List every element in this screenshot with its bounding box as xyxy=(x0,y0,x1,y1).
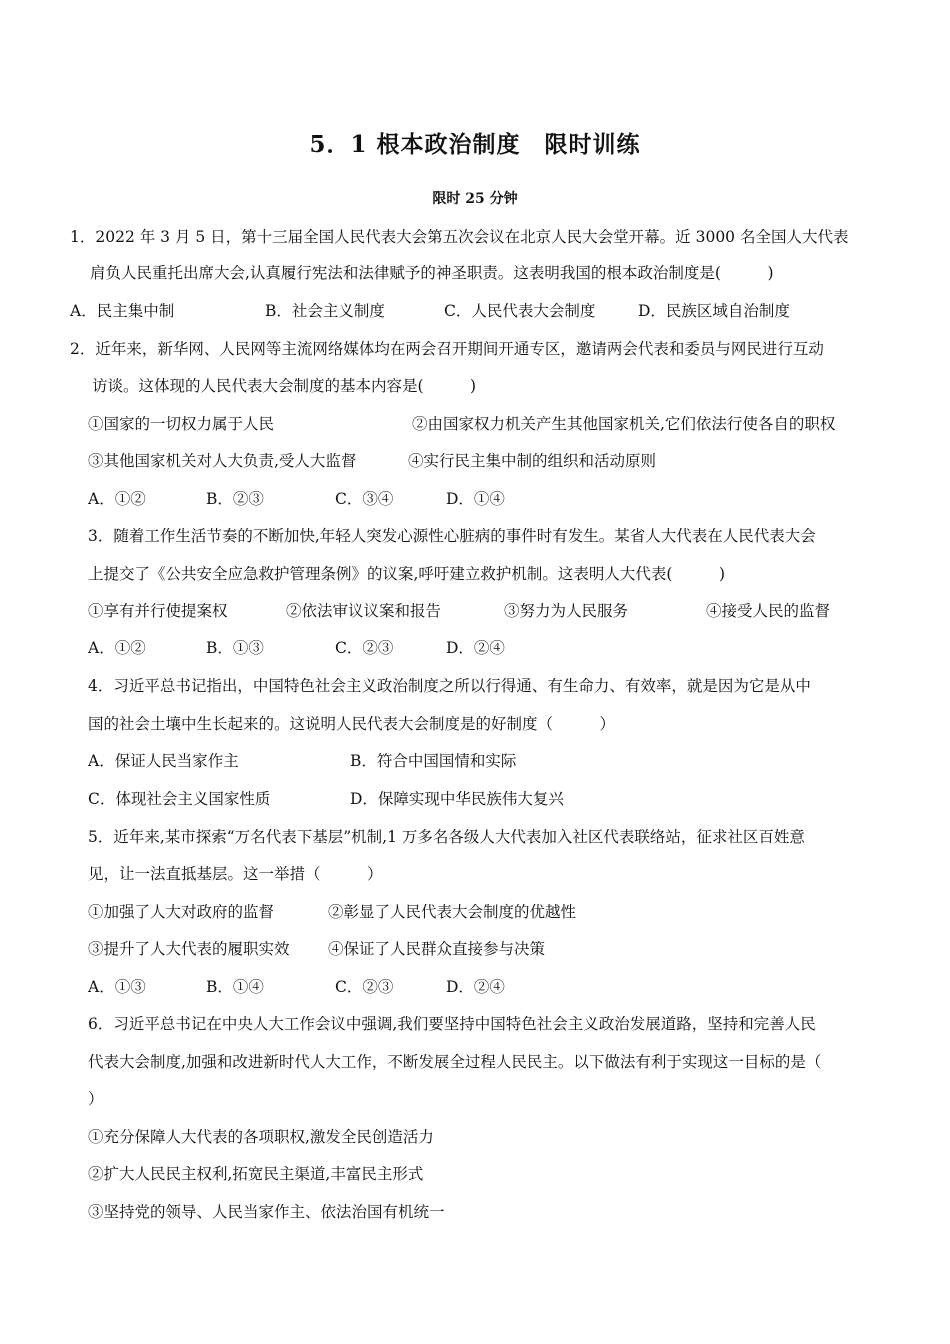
q5-line-2: 见，让一法直抵基层。这一举措（ ） xyxy=(88,865,383,883)
q3-statement-2: ②依法审议议案和报告 xyxy=(286,602,442,620)
page-title: 5．1 根本政治制度 限时训练 xyxy=(309,131,641,158)
q5-statement-2: ②彰显了人民代表大会制度的优越性 xyxy=(328,903,577,921)
q6-line-3: ） xyxy=(88,1090,104,1108)
q1-line-2: 肩负人民重托出席大会,认真履行宪法和法律赋予的神圣职责。这表明我国的根本政治制度是( ) xyxy=(90,264,774,282)
q4-line-1: 4．习近平总书记指出，中国特色社会主义政治制度之所以行得通、有生命力、有效率，就是因为它是从中 xyxy=(88,677,811,695)
q4-option-b[interactable]: B．符合中国国情和实际 xyxy=(350,752,517,770)
q6-statement-2: ②扩大人民民主权利,拓宽民主渠道,丰富民主形式 xyxy=(88,1165,424,1183)
q2-line-2: 访谈。这体现的人民代表大会制度的基本内容是( ) xyxy=(92,377,477,395)
q5-option-a[interactable]: A．①③ xyxy=(88,978,146,996)
q2-line-1: 2．近年来，新华网、人民网等主流网络媒体均在两会召开期间开通专区，邀请两会代表和委员与网民进行互动 xyxy=(70,340,824,358)
q2-statement-4: ④实行民主集中制的组织和活动原则 xyxy=(408,452,657,470)
q3-statement-3: ③努力为人民服务 xyxy=(504,602,629,620)
q3-statement-1: ①享有并行使提案权 xyxy=(88,602,228,620)
q3-option-b[interactable]: B．①③ xyxy=(206,639,264,657)
q6-statement-1: ①充分保障人大代表的各项职权,激发全民创造活力 xyxy=(88,1128,434,1146)
q2-statement-1: ①国家的一切权力属于人民 xyxy=(88,415,275,433)
q5-option-c[interactable]: C．②③ xyxy=(335,978,394,996)
q4-line-2: 国的社会土壤中生长起来的。这说明人民代表大会制度是的好制度（ ） xyxy=(88,715,616,733)
q6-line-2: 代表大会制度,加强和改进新时代人大工作，不断发展全过程人民民主。以下做法有利于实现这一目标的是（ xyxy=(88,1053,822,1071)
q1-option-c[interactable]: C．人民代表大会制度 xyxy=(444,302,596,320)
q1-line-1: 1．2022 年 3 月 5 日，第十三届全国人民代表大会第五次会议在北京人民大会堂开幕。近 3000 名全国人大代表 xyxy=(70,228,849,246)
q5-line-1: 5．近年来,某市探索“万名代表下基层”机制,1 万多名各级人大代表加入社区代表联络站，征求社区百姓意 xyxy=(88,828,805,846)
q3-option-a[interactable]: A．①② xyxy=(88,639,146,657)
time-limit: 限时 25 分钟 xyxy=(432,191,518,207)
q4-option-d[interactable]: D．保障实现中华民族伟大复兴 xyxy=(350,790,564,808)
q5-statement-4: ④保证了人民群众直接参与决策 xyxy=(328,940,546,958)
q3-option-c[interactable]: C．②③ xyxy=(335,639,394,657)
q2-option-d[interactable]: D．①④ xyxy=(446,490,505,508)
q3-option-d[interactable]: D．②④ xyxy=(446,639,505,657)
q1-option-d[interactable]: D．民族区域自治制度 xyxy=(638,302,790,320)
q5-option-d[interactable]: D．②④ xyxy=(446,978,505,996)
q1-option-b[interactable]: B．社会主义制度 xyxy=(265,302,385,320)
q3-line-2: 上提交了《公共安全应急救护管理条例》的议案,呼吁建立救护机制。这表明人大代表( ) xyxy=(88,565,726,583)
q3-line-1: 3．随着工作生活节奏的不断加快,年轻人突发心源性心脏病的事件时有发生。某省人大代表在人民代表大会 xyxy=(88,527,816,545)
q5-statement-3: ③提升了人大代表的履职实效 xyxy=(88,940,290,958)
q2-option-a[interactable]: A．①② xyxy=(88,490,146,508)
q6-line-1: 6．习近平总书记在中央人大工作会议中强调,我们要坚持中国特色社会主义政治发展道路，坚持和完善人民 xyxy=(88,1015,816,1033)
q4-option-c[interactable]: C．体现社会主义国家性质 xyxy=(88,790,271,808)
q3-statement-4: ④接受人民的监督 xyxy=(706,602,831,620)
q2-option-c[interactable]: C．③④ xyxy=(335,490,394,508)
q4-option-a[interactable]: A．保证人民当家作主 xyxy=(88,752,239,770)
q2-option-b[interactable]: B．②③ xyxy=(206,490,264,508)
q2-statement-2: ②由国家权力机关产生其他国家机关,它们依法行使各自的职权 xyxy=(412,415,836,433)
q5-option-b[interactable]: B．①④ xyxy=(206,978,264,996)
q1-option-a[interactable]: A．民主集中制 xyxy=(70,302,175,320)
q5-statement-1: ①加强了人大对政府的监督 xyxy=(88,903,275,921)
q2-statement-3: ③其他国家机关对人大负责,受人大监督 xyxy=(88,452,357,470)
q6-statement-3: ③坚持党的领导、人民当家作主、依法治国有机统一 xyxy=(88,1203,445,1221)
